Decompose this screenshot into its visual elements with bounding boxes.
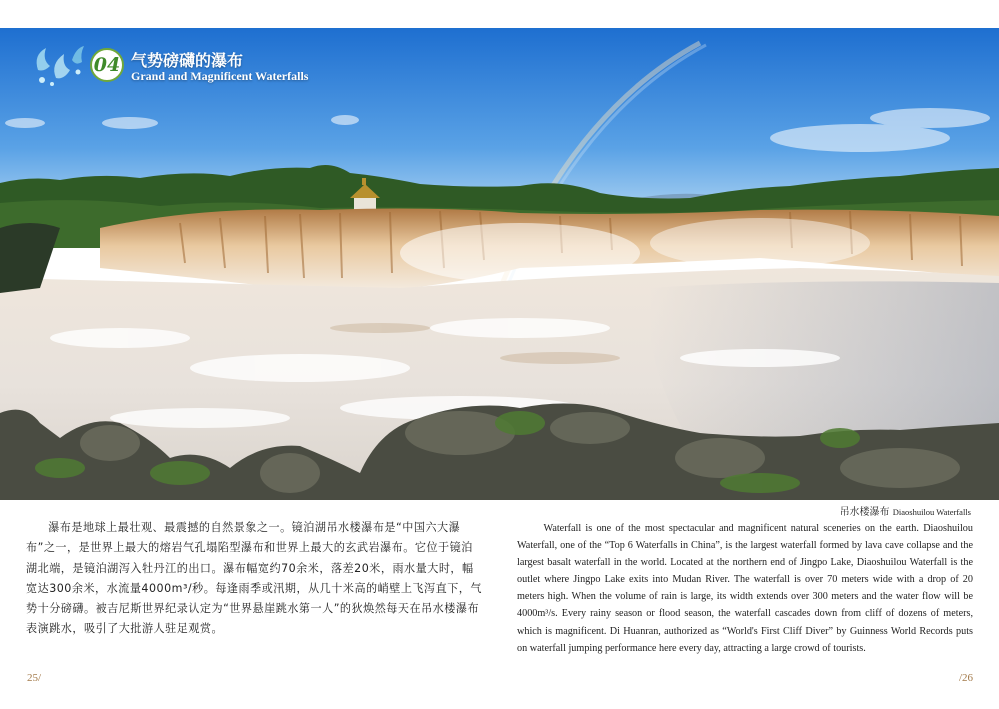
photo-caption-en: Diaoshuilou Waterfalls: [892, 507, 971, 517]
photo-caption-zh: 吊水楼瀑布: [839, 507, 890, 518]
section-title-zh: 气势磅礴的瀑布: [131, 51, 244, 70]
photo-caption: [840, 503, 971, 518]
section-number-badge: 04: [90, 48, 124, 82]
body-text-en: Waterfall is one of the most spectacular and magnificent natural sceneries on the earth. Diaoshuilou Waterfall, one of the “Top 6 Waterfalls in China”, is the largest waterfall formed by lava cave collapse and the largest basalt waterfall in the world. Located at the northern end of Jingpo Lake, Diaoshuilou Waterfall is the outlet where Jingpo Lake exits into Mudan River. The waterfall is over 70 meters wide with a drop of 20 meters high. When the volume of rain is large, its width extends over 300 meters and the water flow will be 4000m³/s. Every rainy season or flood season, the waterfall cascades down from cliff of dozens of meters, which is magnificent. Di Huanran, authorized as “World's First Cliff Diver” by Guinness World Records puts on waterfall jumping performance here every day, attracting a large crowd of tourists.: [517, 523, 973, 654]
page-number-left: 25/: [27, 672, 42, 684]
section-header: [28, 40, 348, 90]
body-text-zh: 瀑布是地球上最壮观、最震撼的自然景象之一。镜泊湖吊水楼瀑布是“中国六大瀑布”之一，是世界上最大的熔岩气孔塌陷型瀑布和世界上最大的玄武岩瀑布。它位于镜泊湖北端，是镜泊湖泻入牡丹江的出口。瀑布幅宽约70余米，落差20米，雨水量大时，幅宽达300余米，水流量4000m³/秒。每逢雨季或汛期，从几十米高的峭壁上飞泻直下，气势十分磅礴。被吉尼斯世界纪录认定为“世界悬崖跳水第一人”的狄焕然每天在吊水楼瀑布表演跳水，吸引了大批游人驻足观赏。: [26, 521, 482, 636]
waterfall-photo: [0, 28, 999, 500]
page-number-right: /26: [958, 672, 973, 684]
section-title-en: Grand and Magnificent Waterfalls: [131, 69, 309, 83]
water-splash-icon: [28, 40, 88, 90]
